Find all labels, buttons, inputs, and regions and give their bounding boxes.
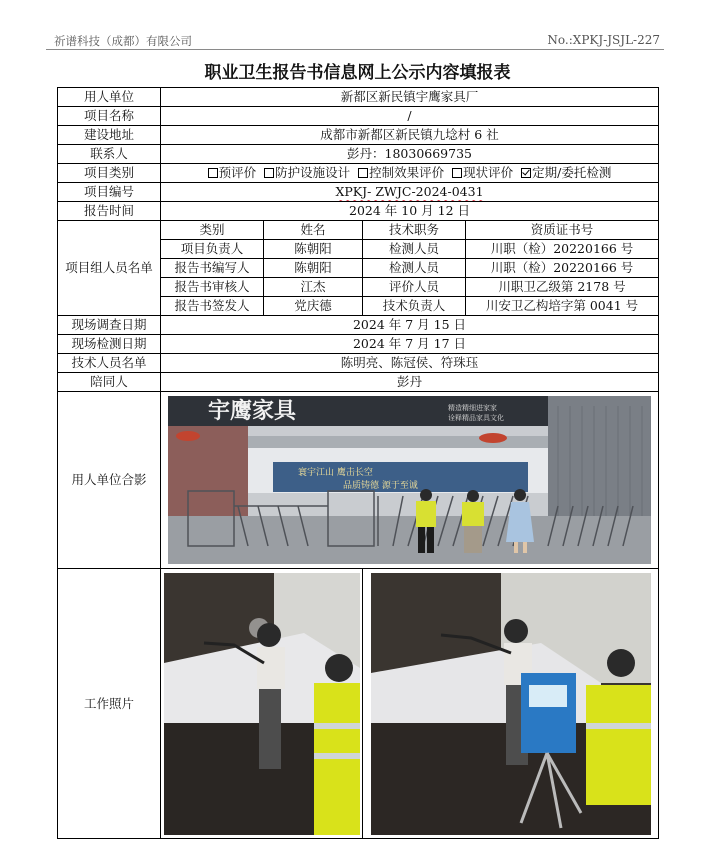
checkbox-periodic-testing[interactable] xyxy=(521,168,531,178)
team-cell-category: 项目负责人 xyxy=(161,240,264,259)
team-header-title: 技术职务 xyxy=(363,221,466,240)
label-technicians: 技术人员名单 xyxy=(58,354,161,373)
label-group-photo: 用人单位合影 xyxy=(58,392,161,569)
label-survey-date: 现场调查日期 xyxy=(58,316,161,335)
label-address: 建设地址 xyxy=(58,126,161,145)
row-test-date xyxy=(58,335,659,354)
value-technicians: 陈明亮、陈冠侯、符珠珏 xyxy=(161,354,659,373)
value-address: 成都市新都区新民镇九埝村 6 社 xyxy=(161,126,659,145)
disclosure-form xyxy=(57,87,659,839)
form-title: 职业卫生报告书信息网上公示内容填报表 xyxy=(204,63,511,83)
value-contact: 彭丹：18030669735 xyxy=(161,145,659,164)
team-cell-certificate: 川职卫乙级第 2178 号 xyxy=(466,278,659,297)
row-project-type xyxy=(58,164,659,183)
document-number: No.:XPKJ-JSJL-227 xyxy=(547,33,660,47)
header-rule xyxy=(46,49,664,50)
label-work-photos: 工作照片 xyxy=(58,569,161,839)
row-escort xyxy=(58,373,659,392)
sign-subtitle-2: 诠释精品家具文化 xyxy=(448,414,504,422)
page-header xyxy=(46,30,664,50)
team-cell-certificate: 川职（检）20220166 号 xyxy=(466,259,659,278)
label-test-date: 现场检测日期 xyxy=(58,335,161,354)
row-project-no xyxy=(58,183,659,202)
label-contact: 联系人 xyxy=(58,145,161,164)
row-survey-date xyxy=(58,316,659,335)
team-cell-category: 报告书编写人 xyxy=(161,259,264,278)
label-project-name: 项目名称 xyxy=(58,107,161,126)
team-cell-name: 陈朝阳 xyxy=(264,240,363,259)
team-cell-title: 检测人员 xyxy=(363,259,466,278)
team-cell-certificate: 川安卫乙构培字第 0041 号 xyxy=(466,297,659,316)
row-address xyxy=(58,126,659,145)
banner-line-2: 品质铸德 源于至诚 xyxy=(343,481,418,491)
project-type-options xyxy=(161,164,659,183)
company-name: 祈谱科技（成都）有限公司 xyxy=(54,34,192,48)
team-header-certificate: 资质证书号 xyxy=(466,221,659,240)
value-survey-date: 2024 年 7 月 15 日 xyxy=(161,316,659,335)
label-project-no: 项目编号 xyxy=(58,183,161,202)
row-work-photos xyxy=(58,569,659,839)
team-cell-category: 报告书签发人 xyxy=(161,297,264,316)
team-cell-title: 评价人员 xyxy=(363,278,466,297)
value-employer: 新都区新民镇宇鹰家具厂 xyxy=(161,88,659,107)
value-project-name: / xyxy=(161,107,659,126)
banner-line-1: 寰宇江山 鹰击长空 xyxy=(298,468,373,478)
label-report-time: 报告时间 xyxy=(58,202,161,221)
team-cell-title: 检测人员 xyxy=(363,240,466,259)
team-header-row xyxy=(58,221,659,240)
row-report-time xyxy=(58,202,659,221)
team-cell-name: 党庆德 xyxy=(264,297,363,316)
team-cell-category: 报告书审核人 xyxy=(161,278,264,297)
label-team: 项目组人员名单 xyxy=(58,221,161,316)
sign-subtitle-1: 精造精细进家家 xyxy=(448,404,497,412)
team-header-name: 姓名 xyxy=(264,221,363,240)
option-periodic-testing[interactable]: 定期/委托检测 xyxy=(521,165,611,180)
row-technicians xyxy=(58,354,659,373)
team-cell-name: 陈朝阳 xyxy=(264,259,363,278)
checkbox-status-evaluation[interactable] xyxy=(452,168,462,178)
value-report-time: 2024 年 10 月 12 日 xyxy=(161,202,659,221)
work-photo-2 xyxy=(371,573,651,835)
row-employer xyxy=(58,88,659,107)
value-test-date: 2024 年 7 月 17 日 xyxy=(161,335,659,354)
checkbox-protection-design[interactable] xyxy=(264,168,274,178)
option-status-evaluation[interactable]: 现状评价 xyxy=(452,165,513,180)
label-project-type: 项目类别 xyxy=(58,164,161,183)
option-protection-design[interactable]: 防护设施设计 xyxy=(264,165,350,180)
label-escort: 陪同人 xyxy=(58,373,161,392)
work-photo-1 xyxy=(164,573,360,835)
team-cell-certificate: 川职（检）20220166 号 xyxy=(466,240,659,259)
row-contact xyxy=(58,145,659,164)
sign-title: 宇鹰家具 xyxy=(208,399,297,424)
value-escort: 彭丹 xyxy=(161,373,659,392)
option-control-effect[interactable]: 控制效果评价 xyxy=(358,165,444,180)
label-employer: 用人单位 xyxy=(58,88,161,107)
checkbox-control-effect[interactable] xyxy=(358,168,368,178)
option-pre-evaluation[interactable]: 预评价 xyxy=(208,165,257,180)
group-photo xyxy=(168,396,651,564)
team-cell-name: 江杰 xyxy=(264,278,363,297)
row-group-photo xyxy=(58,392,659,569)
checkbox-pre-evaluation[interactable] xyxy=(208,168,218,178)
value-project-no: XPKJ- ZWJC-2024-0431 xyxy=(335,184,484,199)
team-header-category: 类别 xyxy=(161,221,264,240)
team-cell-title: 技术负责人 xyxy=(363,297,466,316)
row-project-name xyxy=(58,107,659,126)
